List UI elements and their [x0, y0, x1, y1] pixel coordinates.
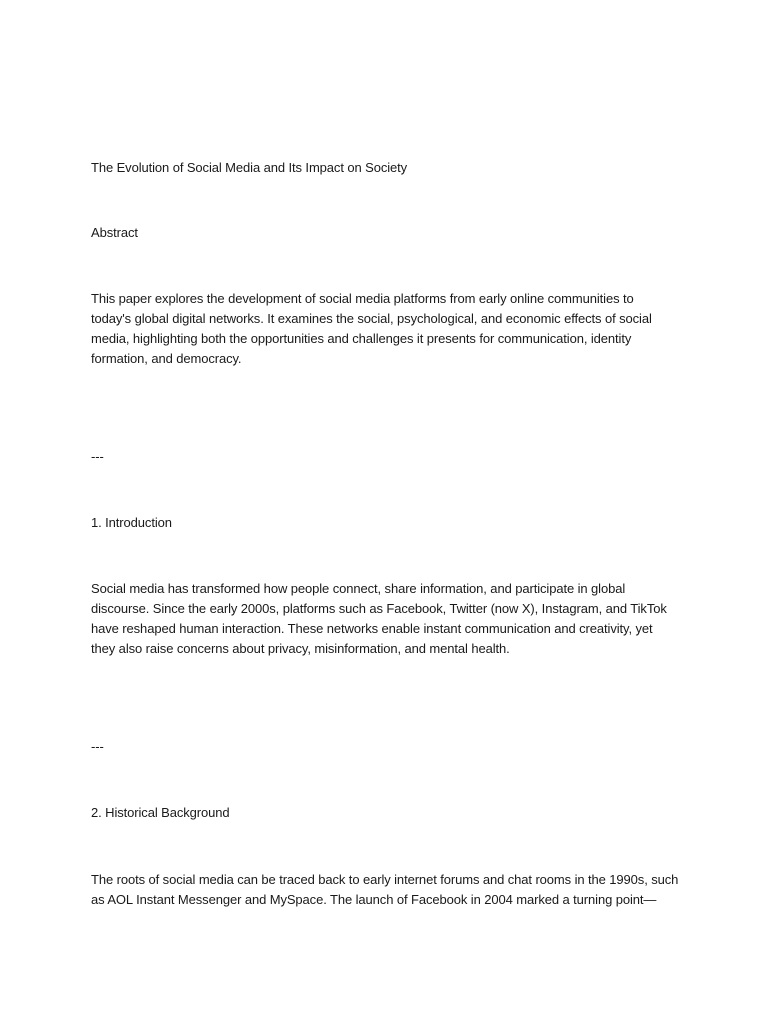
- abstract-line: media, highlighting both the opportunities and challenges it presents for communication, identity: [91, 331, 632, 346]
- introduction-line: have reshaped human interaction. These networks enable instant communication and creativity, yet: [91, 621, 653, 636]
- introduction-heading: 1. Introduction: [91, 515, 172, 530]
- section-separator: ---: [91, 449, 104, 464]
- abstract-line: This paper explores the development of social media platforms from early online communities to: [91, 291, 634, 306]
- historical-background-line: The roots of social media can be traced back to early internet forums and chat rooms in the 1990s, such: [91, 872, 679, 887]
- introduction-line: Social media has transformed how people connect, share information, and participate in global: [91, 581, 626, 596]
- abstract-line: today's global digital networks. It examines the social, psychological, and economic effects of social: [91, 311, 652, 326]
- section-separator: ---: [91, 739, 104, 754]
- abstract-heading: Abstract: [91, 225, 138, 240]
- introduction-line: discourse. Since the early 2000s, platforms such as Facebook, Twitter (now X), Instagram, and TikTok: [91, 601, 667, 616]
- paper-title: The Evolution of Social Media and Its Impact on Society: [91, 160, 408, 175]
- abstract-line: formation, and democracy.: [91, 351, 242, 366]
- historical-background-heading: 2. Historical Background: [91, 805, 230, 820]
- historical-background-line: as AOL Instant Messenger and MySpace. The launch of Facebook in 2004 marked a turning point—: [91, 892, 657, 907]
- introduction-line: they also raise concerns about privacy, misinformation, and mental health.: [91, 641, 510, 656]
